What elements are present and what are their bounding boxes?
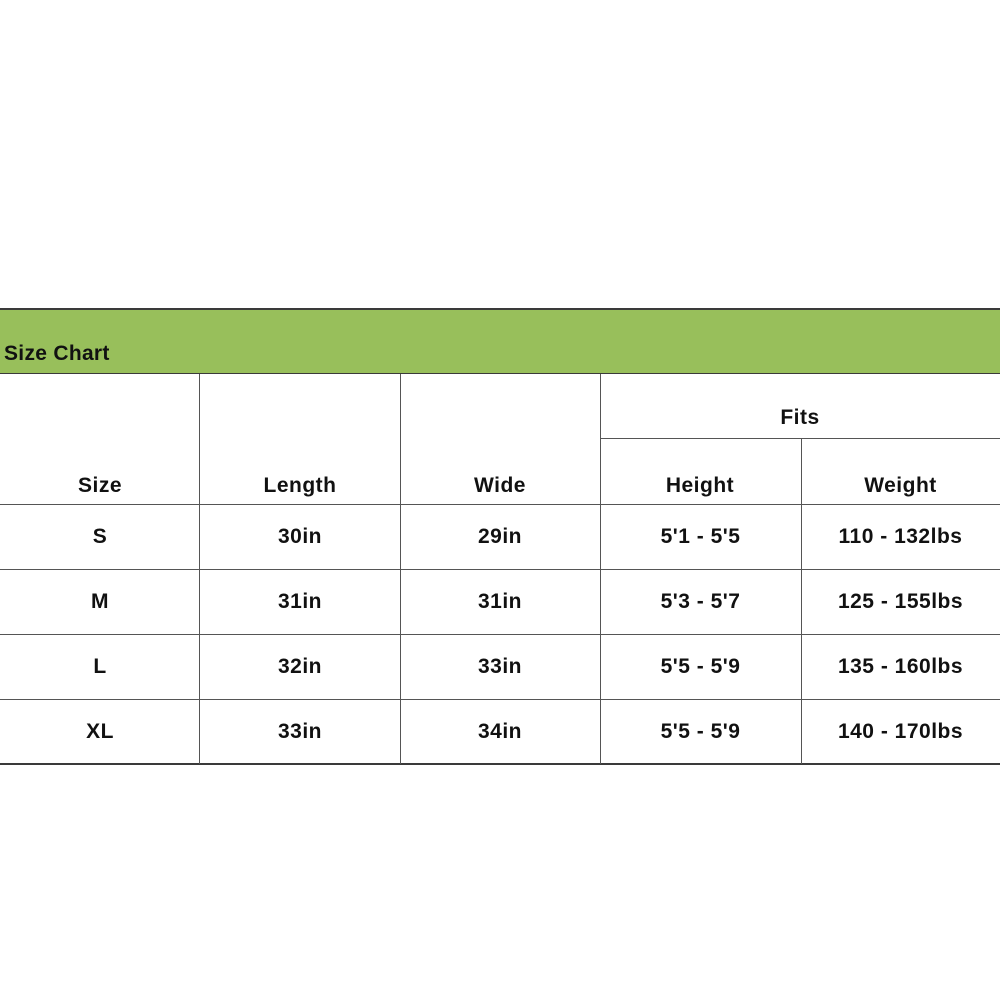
table-cell-wide: 29in xyxy=(477,524,523,548)
table-cell-size: L xyxy=(93,654,107,678)
column-divider xyxy=(199,374,200,764)
table-bottom-border xyxy=(0,763,1000,765)
table-cell-height: 5'5 - 5'9 xyxy=(660,654,741,678)
table-cell-height: 5'3 - 5'7 xyxy=(660,589,741,613)
column-divider xyxy=(600,374,601,764)
row-divider xyxy=(0,634,1000,635)
table-cell-wide: 33in xyxy=(477,654,523,678)
column-header-height: Height xyxy=(665,474,735,497)
table-cell-weight: 140 - 170lbs xyxy=(837,719,964,743)
row-divider xyxy=(0,504,1000,505)
size-table xyxy=(0,374,1000,765)
row-divider xyxy=(0,699,1000,700)
table-cell-height: 5'1 - 5'5 xyxy=(660,524,741,548)
table-cell-size: M xyxy=(91,589,109,613)
table-cell-weight: 125 - 155lbs xyxy=(837,589,964,613)
column-header-wide: Wide xyxy=(474,474,526,497)
table-cell-wide: 34in xyxy=(477,719,523,743)
column-header-weight: Weight xyxy=(864,474,937,497)
table-cell-size: S xyxy=(92,524,108,548)
size-chart-title-bar xyxy=(0,308,1000,374)
table-cell-length: 30in xyxy=(277,524,323,548)
fits-group-divider xyxy=(600,438,1000,439)
table-cell-weight: 110 - 132lbs xyxy=(838,524,963,548)
table-cell-length: 31in xyxy=(277,589,323,613)
table-cell-height: 5'5 - 5'9 xyxy=(660,719,741,743)
table-cell-length: 32in xyxy=(277,654,323,678)
column-header-size: Size xyxy=(77,474,123,497)
table-cell-size: XL xyxy=(86,719,114,743)
size-chart-title: Size Chart xyxy=(4,342,110,365)
table-cell-weight: 135 - 160lbs xyxy=(837,654,964,678)
table-cell-length: 33in xyxy=(277,719,323,743)
size-chart xyxy=(0,308,1000,765)
column-header-length: Length xyxy=(263,474,337,497)
row-divider xyxy=(0,569,1000,570)
column-divider xyxy=(400,374,401,764)
column-group-header-fits: Fits xyxy=(780,406,820,429)
table-cell-wide: 31in xyxy=(477,589,523,613)
column-divider xyxy=(801,438,802,764)
